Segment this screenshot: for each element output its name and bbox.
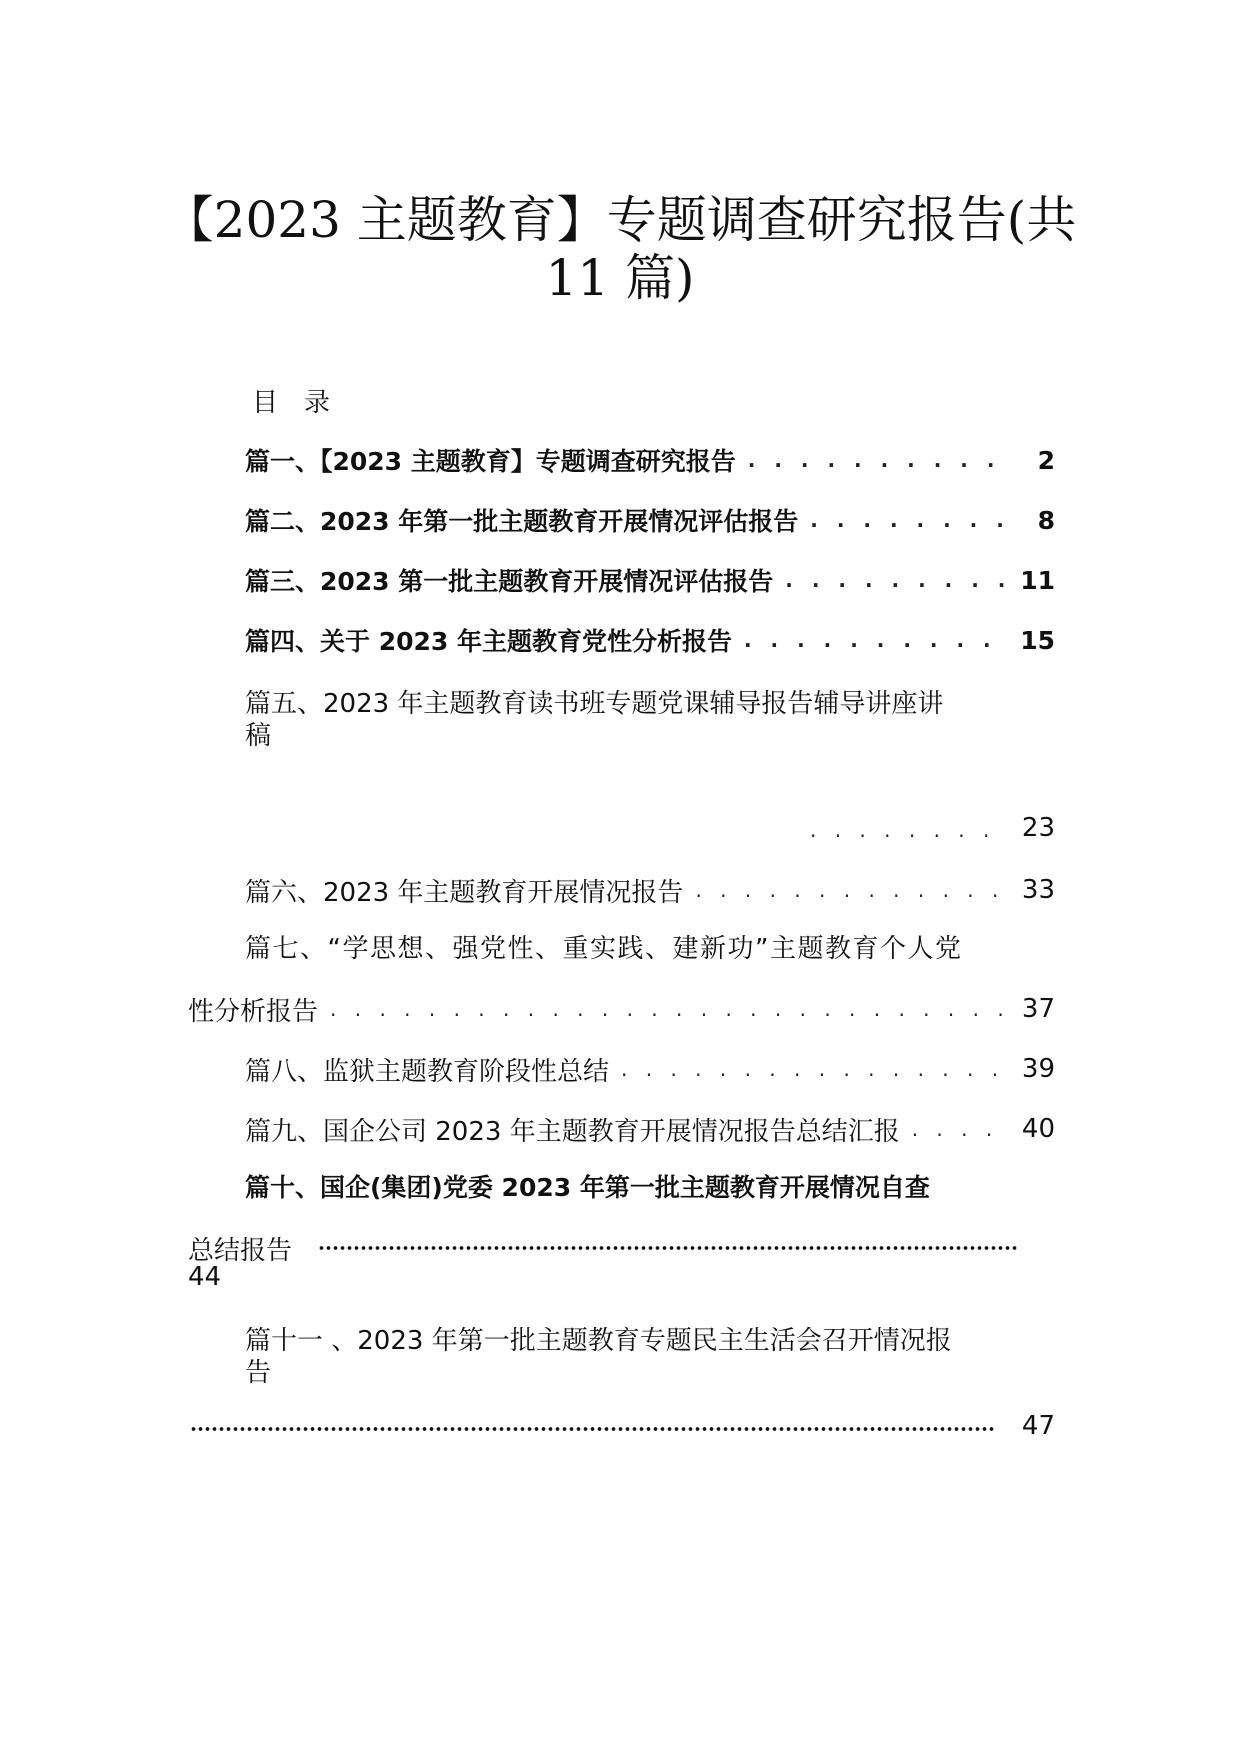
toc-entry-page: 37 <box>1021 994 1055 1024</box>
toc-entry-page: 8 <box>1037 505 1055 535</box>
dot-leader <box>330 997 1008 1021</box>
toc-entry-page: 11 <box>1020 565 1055 595</box>
toc-entry-label-line-1: 篇十、国企(集团)党委 2023 年第一批主题教育开展情况自查 <box>245 1173 930 1202</box>
toc-entry-label: 篇一、【2023 主题教育】专题调查研究报告 <box>245 447 736 476</box>
toc-entry-1[interactable] <box>245 440 1055 480</box>
dot-leader <box>785 568 1006 592</box>
toc-entry-label: 篇六、2023 年主题教育开展情况报告 <box>245 877 684 908</box>
toc-entry-label: 篇八、监狱主题教育阶段性总结 <box>245 1056 610 1087</box>
document-title-line-1: 【2023 主题教育】专题调查研究报告(共 <box>163 191 1077 249</box>
toc-entry-page: 39 <box>1021 1054 1055 1084</box>
toc-entry-continuation <box>188 989 1055 1029</box>
toc-entry-label-line-2: 稿 <box>245 721 272 751</box>
toc-entry-page: 40 <box>1021 1114 1055 1144</box>
toc-entry-page: 23 <box>1021 813 1055 843</box>
toc-entry-4[interactable] <box>245 620 1055 660</box>
toc-entry-label-line-2: 性分析报告 <box>188 996 319 1027</box>
toc-entry-label-line-1: 篇七、“学思想、强党性、重实践、建新功”主题教育个人党 <box>245 934 963 964</box>
toc-entry-label-line-1: 篇五、2023 年主题教育读书班专题党课辅导报告辅导讲座讲 <box>245 689 944 719</box>
toc-entry-page: 15 <box>1020 625 1055 655</box>
dot-leader <box>912 1117 1008 1141</box>
toc-entry-page: 44 <box>188 1262 222 1292</box>
toc-entry-label: 篇九、国企公司 2023 年主题教育开展情况报告总结汇报 <box>245 1116 900 1147</box>
dot-leader <box>810 815 1000 845</box>
toc-entry-label: 篇三、2023 第一批主题教育开展情况评估报告 <box>245 567 774 596</box>
toc-entry-label-line-2: 告 <box>245 1358 272 1388</box>
dot-leader <box>190 1425 995 1433</box>
toc-entry-8[interactable] <box>245 1049 1055 1089</box>
toc-entry-6[interactable] <box>245 870 1055 910</box>
document-title-line-2: 11 篇) <box>545 249 695 307</box>
toc-entry-page: 33 <box>1021 875 1055 905</box>
dot-leader <box>318 1244 1018 1252</box>
toc-heading: 目录 <box>252 388 357 418</box>
toc-entry-label-line-2: 总结报告 <box>188 1236 293 1266</box>
toc-entry-page: 2 <box>1037 445 1055 475</box>
toc-entry-label-line-1: 篇十一 、2023 年第一批主题教育专题民主生活会召开情况报 <box>245 1326 952 1356</box>
dot-leader <box>695 878 1007 902</box>
dot-leader <box>621 1057 1008 1081</box>
toc-entry-2[interactable] <box>245 500 1055 540</box>
dot-leader <box>810 508 1011 532</box>
toc-entry-3[interactable] <box>245 560 1055 600</box>
dot-leader <box>744 628 1006 652</box>
dot-leader <box>748 448 1011 472</box>
toc-entry-9[interactable] <box>245 1109 1055 1149</box>
toc-entry-label: 篇二、2023 年第一批主题教育开展情况评估报告 <box>245 507 799 536</box>
toc-entry-label: 篇四、关于 2023 年主题教育党性分析报告 <box>245 627 732 656</box>
toc-entry-page: 47 <box>1021 1411 1055 1441</box>
